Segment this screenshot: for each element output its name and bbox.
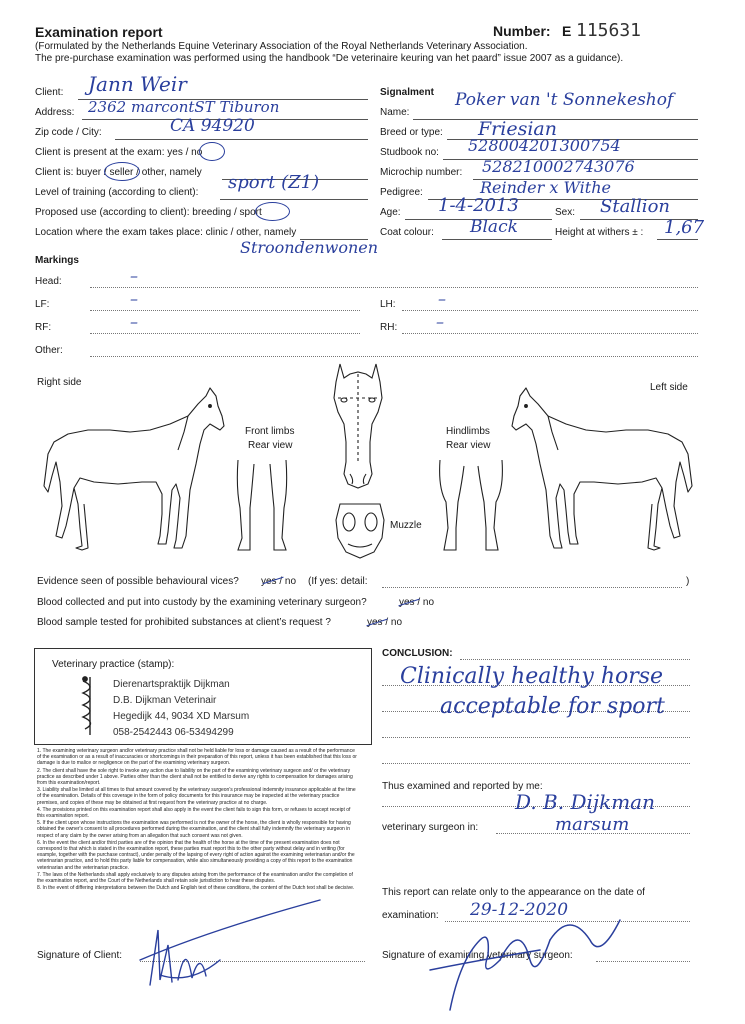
conclusion-line-0 [460, 659, 690, 660]
caduceus-icon [79, 675, 101, 737]
number-prefix: E [562, 23, 572, 39]
lf-mark: – [130, 289, 138, 308]
rh-label: RH: [380, 322, 398, 333]
studbook-label: Studbook no: [380, 147, 439, 158]
vet-in-value: marsum [555, 814, 630, 835]
client-signature-label: Signature of Client: [37, 950, 123, 961]
front-limbs-rear-view-diagram [232, 458, 292, 558]
stamp-line-3: Hegedijk 44, 9034 XD Marsum [113, 711, 250, 722]
signalment-heading: Signalment [380, 87, 434, 98]
rf-mark: – [130, 312, 138, 331]
stamp-label: Veterinary practice (stamp): [52, 659, 175, 670]
head-mark: – [130, 266, 138, 285]
vices-detail-line [382, 587, 682, 588]
no-circle-mark [199, 142, 225, 161]
left-side-label: Left side [650, 382, 688, 393]
conclusion-line-4 [382, 763, 690, 764]
exam-date-label: examination: [382, 910, 439, 921]
client-role-question: Client is: buyer / seller / other, namely [35, 167, 202, 178]
blood-tested-options: yes / no [367, 617, 403, 628]
report-title: Examination report [35, 24, 163, 40]
lf-label: LF: [35, 299, 50, 310]
legal-item: 2. The client shall have the sole right to invoke any action due to liability on the part of the examining veterinary surgeon and/ or the veterinary practice as described under 1 above. Parties other than the client shall not be entitled to derive any rights to compensation for damages arising from this examination/report. [37, 767, 353, 787]
sex-value: Stallion [600, 196, 670, 217]
hindlimbs-label: Hindlimbs [446, 426, 490, 437]
vices-detail-label: (If yes: detail: [308, 576, 368, 587]
buyer-circle-mark [104, 162, 140, 181]
markings-heading: Markings [35, 255, 79, 266]
microchip-value: 528210002743076 [482, 157, 635, 176]
vet-signature [420, 900, 680, 1020]
conclusion-line-3 [382, 737, 690, 738]
horse-head-front-diagram [330, 362, 386, 490]
height-line [657, 239, 698, 240]
zip-label: Zip code / City: [35, 127, 102, 138]
front-rear-view-label: Rear view [248, 440, 293, 451]
exam-date-value: 29-12-2020 [470, 900, 569, 920]
vices-close-paren: ) [686, 576, 690, 587]
address-value: 2362 marcontST Tiburon [88, 98, 280, 116]
examined-by-label: Thus examined and reported by me: [382, 781, 543, 792]
hindlimbs-rear-view-diagram [436, 458, 506, 558]
height-value: 1,67 [664, 217, 705, 238]
pedigree-label: Pedigree: [380, 187, 423, 198]
proposed-use-label: Proposed use (according to client): breeding / sport [35, 207, 262, 218]
coat-line [442, 239, 552, 240]
report-number: 115631 [576, 20, 642, 41]
height-label: Height at withers ± : [555, 227, 644, 238]
rh-mark: – [436, 312, 444, 331]
breed-label: Breed or type: [380, 127, 443, 138]
client-value: Jann Weir [88, 72, 187, 96]
subtitle-line-1: (Formulated by the Netherlands Equine Veterinary Association of the Royal Netherlands Veterinary Association. [35, 41, 528, 52]
muzzle-diagram [334, 500, 386, 560]
legal-item: 5. If the client upon whose instructions the examination was performed is not the owner of the horse, the client is wholly responsible for having obtained the owner's consent to all procedures performed during the examination, and the client shall fully indemnify the veterinary surgeon in respect of any claim by the owner arising from an allegation that such consent was not given. [37, 820, 351, 839]
sport-circle-mark [255, 202, 290, 221]
conclusion-heading: CONCLUSION: [382, 648, 453, 659]
legal-item: 8. In the event of differing interpretations between the Dutch and English text of these conditions, the content of the Dutch text shall be decisive. [37, 885, 355, 892]
location-label: Location where the exam takes place: clinic / other, namely [35, 227, 297, 238]
right-side-label: Right side [37, 377, 82, 388]
legal-item: 1. The examining veterinary surgeon and/or veterinary practice shall not be held liable for loss or damage caused as a result of the performance of the examination or as a result of inaccuracies or shortcomings in their preparation of this report, unless it has been established that this loss or damage is due to malice or negligence on the part of the examining veterinary surgeon. [37, 748, 357, 767]
legal-conditions [37, 748, 357, 892]
horse-left-side-diagram [508, 386, 698, 566]
legal-item: 7. The laws of the Netherlands shall apply exclusively to any disputes arising from the performance of the examination and/or the completion of the examination report, and the Court of the Netherlands shall retain sole jurisdiction to hear these disputes. [37, 871, 353, 885]
age-value: 1-4-2013 [438, 195, 519, 216]
client-label: Client: [35, 87, 64, 98]
lh-mark: – [438, 289, 446, 308]
other-label: Other: [35, 345, 63, 356]
vices-options: yes / no [261, 576, 297, 587]
front-limbs-label: Front limbs [245, 426, 295, 437]
legal-item: 3. Liability shall be limited at all times to that amount covered by the veterinary surgeon's professional indemnity insurance applicable at the time of the examination. Details of this coverage in the form of policy documents for this insurance may be inspected at the veterinary practice premises, and copies of these may be obtained at first request from the veterinary practice at no charge. [37, 787, 356, 806]
other-line [90, 356, 698, 357]
age-label: Age: [380, 207, 401, 218]
vices-question: Evidence seen of possible behavioural vices? [37, 576, 239, 587]
training-label: Level of training (according to client): [35, 187, 199, 198]
head-label: Head: [35, 276, 62, 287]
address-label: Address: [35, 107, 75, 118]
conclusion-text-2: acceptable for sport [440, 694, 665, 719]
breed-value: Friesian [478, 118, 557, 140]
horse-name-value: Poker van 't Sonnekeshof [455, 90, 674, 110]
legal-item: 6. In the event the client and/or third parties are of the opinion that the health of the horse at the time of the present examination does not correspond to that which is stated in the examination report, these parties must report this to the other party without delay and in writing (for example, together with the purchase contract), under penalty of the lapsing of every right of action against the examining veterinarian and/or the veterinarian practice, and to hold this party liable for compensation, while also simultaneously providing a copy of this report to the examination veterinarian and the veterinarian practice. [37, 839, 355, 871]
training-value: sport (Z1) [228, 172, 320, 193]
coat-value: Black [470, 217, 518, 237]
number-label: Number: [493, 23, 551, 39]
blood-custody-options: yes / no [399, 597, 435, 608]
location-value: Stroondenwonen [240, 238, 379, 257]
subtitle-line-2: The pre-purchase examination was performed using the handbook “De veterinaire keuring van het paard” issue 2007 as a guidance). [35, 53, 624, 64]
blood-tested-question: Blood sample tested for prohibited substances at client’s request ? [37, 617, 331, 628]
zip-value: CA 94920 [170, 116, 255, 136]
examined-by-value: D. B. Dijkman [515, 790, 655, 814]
client-signature [130, 890, 330, 1000]
lf-line [90, 310, 360, 311]
coat-label: Coat colour: [380, 227, 434, 238]
rf-label: RF: [35, 322, 52, 333]
conclusion-text-1: Clinically healthy horse [400, 664, 664, 689]
hind-rear-view-label: Rear view [446, 440, 491, 451]
rh-line [402, 333, 698, 334]
head-line [90, 287, 698, 288]
sex-label: Sex: [555, 207, 576, 218]
horse-right-side-diagram [38, 386, 228, 566]
stamp-line-1: Dierenartspraktijk Dijkman [113, 679, 230, 690]
stamp-line-4: 058-2542443 06-53494299 [113, 727, 234, 738]
lh-line [402, 310, 698, 311]
vet-signature-label: Signature of examining veterinary surgeon: [382, 950, 573, 961]
pedigree-value: Reinder x Withe [480, 178, 611, 197]
appearance-note: This report can relate only to the appearance on the date of [382, 887, 645, 898]
lh-label: LH: [380, 299, 396, 310]
stamp-box [34, 648, 372, 745]
muzzle-label: Muzzle [390, 520, 422, 531]
training-line [220, 199, 368, 200]
studbook-value: 528004201300754 [468, 136, 621, 155]
legal-item: 4. The provisions printed on this examination report shall also apply in the event the client fails to sign this form, or refuses to accept receipt of this examination report. [37, 806, 351, 820]
blood-custody-question: Blood collected and put into custody by the examining veterinary surgeon? [37, 597, 367, 608]
stamp-line-2: D.B. Dijkman Veterinair [113, 695, 217, 706]
microchip-label: Microchip number: [380, 167, 463, 178]
client-present-question: Client is present at the exam: yes / no [35, 147, 203, 158]
zip-line [115, 139, 368, 140]
rf-line [90, 333, 360, 334]
vet-in-label: veterinary surgeon in: [382, 822, 479, 833]
horse-name-label: Name: [380, 107, 410, 118]
